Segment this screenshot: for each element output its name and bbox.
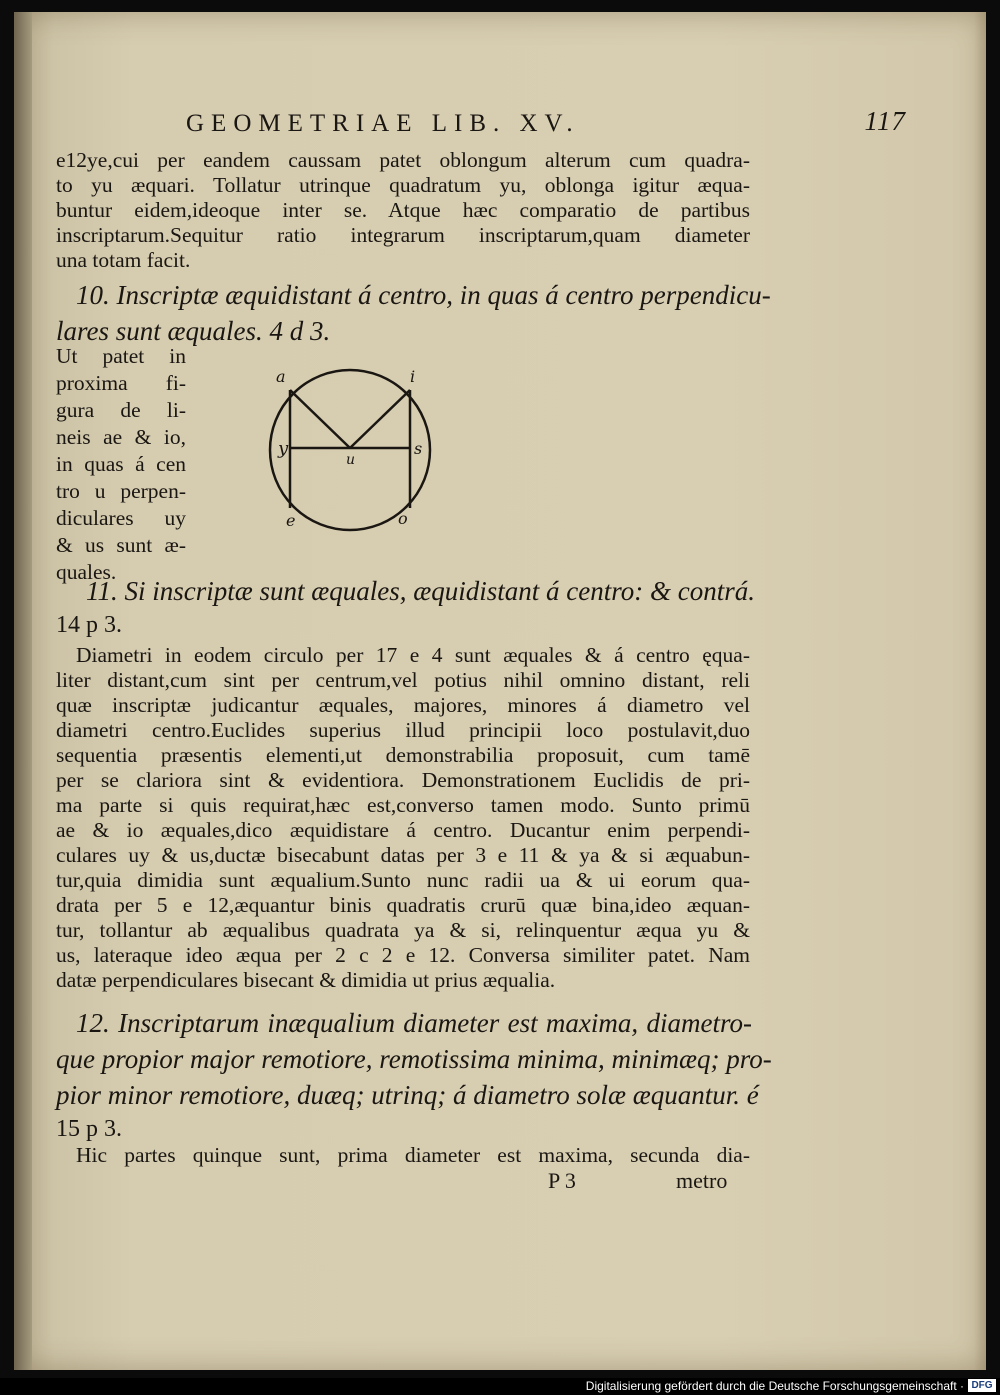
- proposition-10-line: 10. Inscriptæ æquidistant á centro, in quas á centro perpendicu-: [76, 280, 771, 310]
- dfg-credit: Digitalisierung gefördert durch die Deutsche Forschungsgemeinschaft ·: [585, 1379, 964, 1393]
- proposition-12-line: 12. Inscriptarum inæqualium diameter est maxima, diametro-: [76, 1008, 752, 1038]
- page-gutter: [14, 12, 32, 1370]
- side-text-line: tro u perpen-: [56, 479, 186, 503]
- label-a: a: [276, 367, 286, 386]
- side-text-line: diculares uy: [56, 506, 186, 530]
- page-number: 117: [864, 106, 906, 136]
- proposition-11: 11. Si inscriptæ sunt æquales, æquidistant á centro: & contrá.: [86, 576, 756, 606]
- text-line: ae & io æquales,dico æquidistare á centro. Ducantur enim perpendi-: [56, 818, 750, 842]
- text-line: una totam facit.: [56, 248, 191, 272]
- text-line: ma parte si quis requirat,hæc est,converso tamen modo. Sunto primū: [56, 793, 750, 817]
- text-line: per se clariora sint & evidentiora. Demonstrationem Euclidis de pri-: [56, 768, 750, 792]
- label-u: u: [346, 452, 356, 468]
- label-s: s: [414, 439, 423, 458]
- text-line: quæ inscriptæ judicantur æquales, majores, minores á diametro vel: [56, 693, 750, 717]
- proposition-12-reference: 15 p 3.: [56, 1116, 122, 1142]
- text-line: datæ perpendiculares bisecant & dimidia ut prius æqualia.: [56, 968, 556, 992]
- text-line: us, lateraque ideo æqua per 2 c 2 e 12. Conversa similiter patet. Nam: [56, 943, 750, 967]
- label-y: y: [278, 438, 289, 459]
- label-o: o: [398, 509, 408, 528]
- text-line: Hic partes quinque sunt, prima diameter est maxima, secunda dia-: [76, 1143, 750, 1167]
- side-text-line: in quas á cen: [56, 452, 186, 476]
- text-line: diametri centro.Euclides superius illud principii loco postulavit,duo: [56, 718, 750, 742]
- circle-diagram: [250, 360, 450, 540]
- text-line: drata per 5 e 12,æquantur binis quadratis crurū quæ bina,ideo æquan-: [56, 893, 750, 917]
- text-line: liter distant,cum sint per centrum,vel potius nihil omnino distant, reli: [56, 668, 750, 692]
- text-line: inscriptarum.Sequitur ratio integrarum inscriptarum,quam diameter: [56, 223, 750, 247]
- proposition-10-line: lares sunt æquales. 4 d 3.: [56, 316, 331, 346]
- side-text-line: & us sunt æ-: [56, 533, 186, 557]
- radius-ui: [350, 390, 410, 448]
- running-head-title: GEOMETRIAE LIB. XV.: [186, 110, 580, 137]
- text-line: Diametri in eodem circulo per 17 e 4 sunt æquales & á centro ęqua-: [76, 643, 750, 667]
- dfg-logo: DFG: [968, 1379, 996, 1392]
- text-line: buntur eidem,ideoque inter se. Atque hæc comparatio de partibus: [56, 198, 750, 222]
- proposition-12-line: pior minor remotiore, duæq; utrinq; á diametro solæ æquantur. é: [56, 1080, 759, 1110]
- running-head: [186, 104, 906, 144]
- proposition-11-reference: 14 p 3.: [56, 612, 122, 638]
- text-line: sequentia præsentis elementi,ut demonstrabilia proposuit, cum tamē: [56, 743, 750, 767]
- catchword: metro: [676, 1168, 728, 1193]
- text-line: tur, tollantur ab æqualibus quadrata ya & si, relinquentur æqua yu &: [56, 918, 750, 942]
- side-text-line: proxima fi-: [56, 371, 186, 395]
- side-text-line: Ut patet in: [56, 344, 186, 368]
- text-line: to yu æquari. Tollatur utrinque quadratum yu, oblonga igitur æqua-: [56, 173, 750, 197]
- text-line: culares uy & us,ductæ bisecabunt datas per 3 e 11 & ya & si æquabun-: [56, 843, 750, 867]
- side-text-line: gura de li-: [56, 398, 186, 422]
- text-line: e12ye,cui per eandem caussam patet oblongum alterum cum quadra-: [56, 148, 750, 172]
- proposition-12-line: que propior major remotiore, remotissima minima, minimæq; pro-: [56, 1044, 772, 1074]
- side-text-line: quales.: [56, 560, 117, 584]
- side-text-line: neis ae & io,: [56, 425, 186, 449]
- label-i: i: [410, 367, 416, 386]
- radius-ua: [290, 390, 350, 448]
- label-e: e: [286, 511, 296, 530]
- signature-mark: P 3: [548, 1168, 576, 1193]
- text-line: tur,quia dimidia sunt æqualium.Sunto nunc radii ua & ui eorum qua-: [56, 868, 750, 892]
